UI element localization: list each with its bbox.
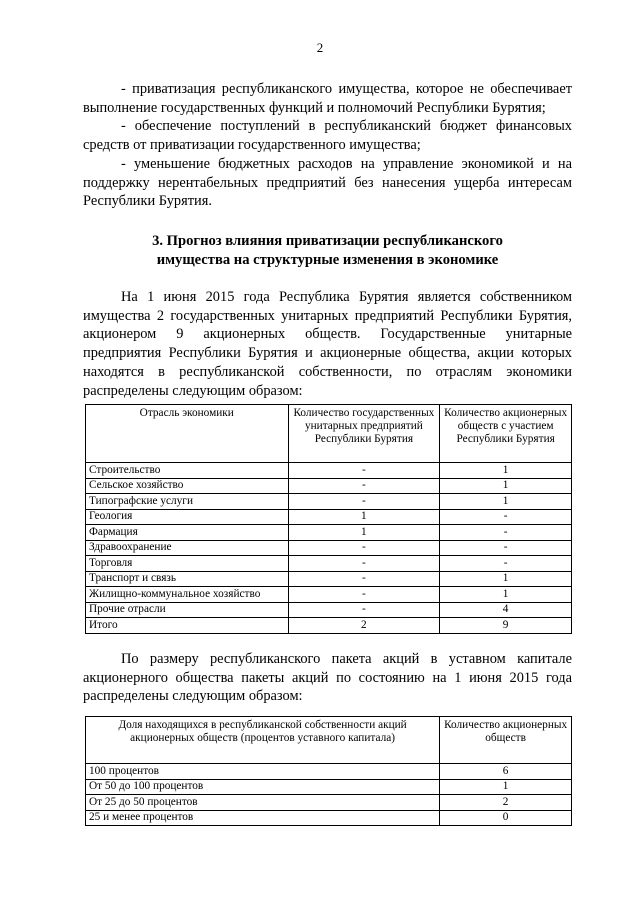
value-cell: 2 [440, 795, 572, 811]
table-header-row [86, 405, 572, 463]
value-cell: 1 [440, 587, 572, 603]
industry-table [85, 404, 572, 634]
row-label-cell: Здравоохранение [86, 540, 289, 556]
paragraph-3-block [83, 650, 572, 706]
value-cell: 1 [288, 525, 440, 541]
table-row [86, 795, 572, 811]
value-cell: 0 [440, 810, 572, 826]
value-cell: - [440, 525, 572, 541]
table-row [86, 540, 572, 556]
column-header: Количество акционерных обществ с участием Республики Бурятия [440, 405, 572, 463]
table-row [86, 509, 572, 525]
paragraph-3: По размеру республиканского пакета акций в уставном капитале акционерного общества пакеты акций по состоянию на 1 июня 2015 года распределены следующим образом: [83, 651, 572, 705]
row-label-cell: Сельское хозяйство [86, 478, 289, 494]
row-label-cell: Транспорт и связь [86, 571, 289, 587]
value-cell: - [288, 556, 440, 572]
column-header: Количество государственных унитарных предприятий Республики Бурятия [288, 405, 440, 463]
value-cell: - [440, 556, 572, 572]
row-label-cell: Геология [86, 509, 289, 525]
row-label-cell: 100 процентов [86, 764, 440, 780]
intro-paragraph: - уменьшение бюджетных расходов на управление экономикой и на поддержку нерентабельных предприятий без нанесения ущерба интересам Республики Бурятия. [83, 155, 572, 210]
value-cell: 1 [440, 494, 572, 510]
row-label-cell: От 50 до 100 процентов [86, 779, 440, 795]
value-cell: - [440, 540, 572, 556]
value-cell: - [288, 602, 440, 618]
table-row [86, 494, 572, 510]
value-cell: 1 [440, 478, 572, 494]
paragraph-2-block [83, 288, 572, 400]
row-label-cell: От 25 до 50 процентов [86, 795, 440, 811]
intro-paragraph: - приватизация республиканского имущества, которое не обеспечивает выполнение государственных функций и полномочий Республики Бурятия; [83, 81, 572, 116]
row-label-cell: Строительство [86, 463, 289, 479]
page-number: 2 [316, 40, 324, 55]
value-cell: - [288, 494, 440, 510]
table-row [86, 587, 572, 603]
table-row [86, 463, 572, 479]
value-cell: 6 [440, 764, 572, 780]
table-row [86, 525, 572, 541]
column-header: Доля находящихся в республиканской собственности акций акционерных обществ (процентов уставного капитала) [86, 717, 440, 764]
value-cell: 4 [440, 602, 572, 618]
row-label-cell: Фармация [86, 525, 289, 541]
value-cell: - [288, 540, 440, 556]
section-heading-line: имущества на структурные изменения в экономике [156, 252, 499, 268]
table-row [86, 618, 572, 634]
row-label-cell: Прочие отрасли [86, 602, 289, 618]
value-cell: - [288, 463, 440, 479]
table-row [86, 602, 572, 618]
column-header: Отрасль экономики [86, 405, 289, 463]
intro-text [83, 80, 572, 211]
row-label-cell: Типографские услуги [86, 494, 289, 510]
intro-paragraph: - обеспечение поступлений в республиканский бюджет финансовых средств от приватизации государственного имущества; [83, 118, 572, 154]
table-row [86, 556, 572, 572]
value-cell: 1 [288, 509, 440, 525]
value-cell: 1 [440, 463, 572, 479]
row-label-cell: Итого [86, 618, 289, 634]
value-cell: - [288, 478, 440, 494]
column-header: Количество акционерных обществ [440, 717, 572, 764]
section-heading-line: 3. Прогноз влияния приватизации республиканского [152, 233, 503, 249]
row-label-cell: Жилищно-коммунальное хозяйство [86, 587, 289, 603]
row-label-cell: 25 и менее процентов [86, 810, 440, 826]
value-cell: 1 [440, 779, 572, 795]
value-cell: - [288, 571, 440, 587]
paragraph-2: На 1 июня 2015 года Республика Бурятия является собственником имущества 2 государственных унитарных предприятий Республики Бурятия, акционером 9 акционерных обществ. Государственные унитарные предприятия Республики Бурятия и акционерные общества, акции которых находятся в республиканской собственности, по отраслям экономики распределены следующим образом: [83, 289, 572, 399]
table-row [86, 779, 572, 795]
table-header-row [86, 717, 572, 764]
table-row [86, 478, 572, 494]
table-row [86, 810, 572, 826]
value-cell: - [440, 509, 572, 525]
value-cell: 1 [440, 571, 572, 587]
value-cell: - [288, 587, 440, 603]
row-label-cell: Торговля [86, 556, 289, 572]
table-row [86, 571, 572, 587]
share-table [85, 716, 572, 826]
value-cell: 2 [288, 618, 440, 634]
section-heading [83, 232, 572, 270]
table-row [86, 764, 572, 780]
value-cell: 9 [440, 618, 572, 634]
